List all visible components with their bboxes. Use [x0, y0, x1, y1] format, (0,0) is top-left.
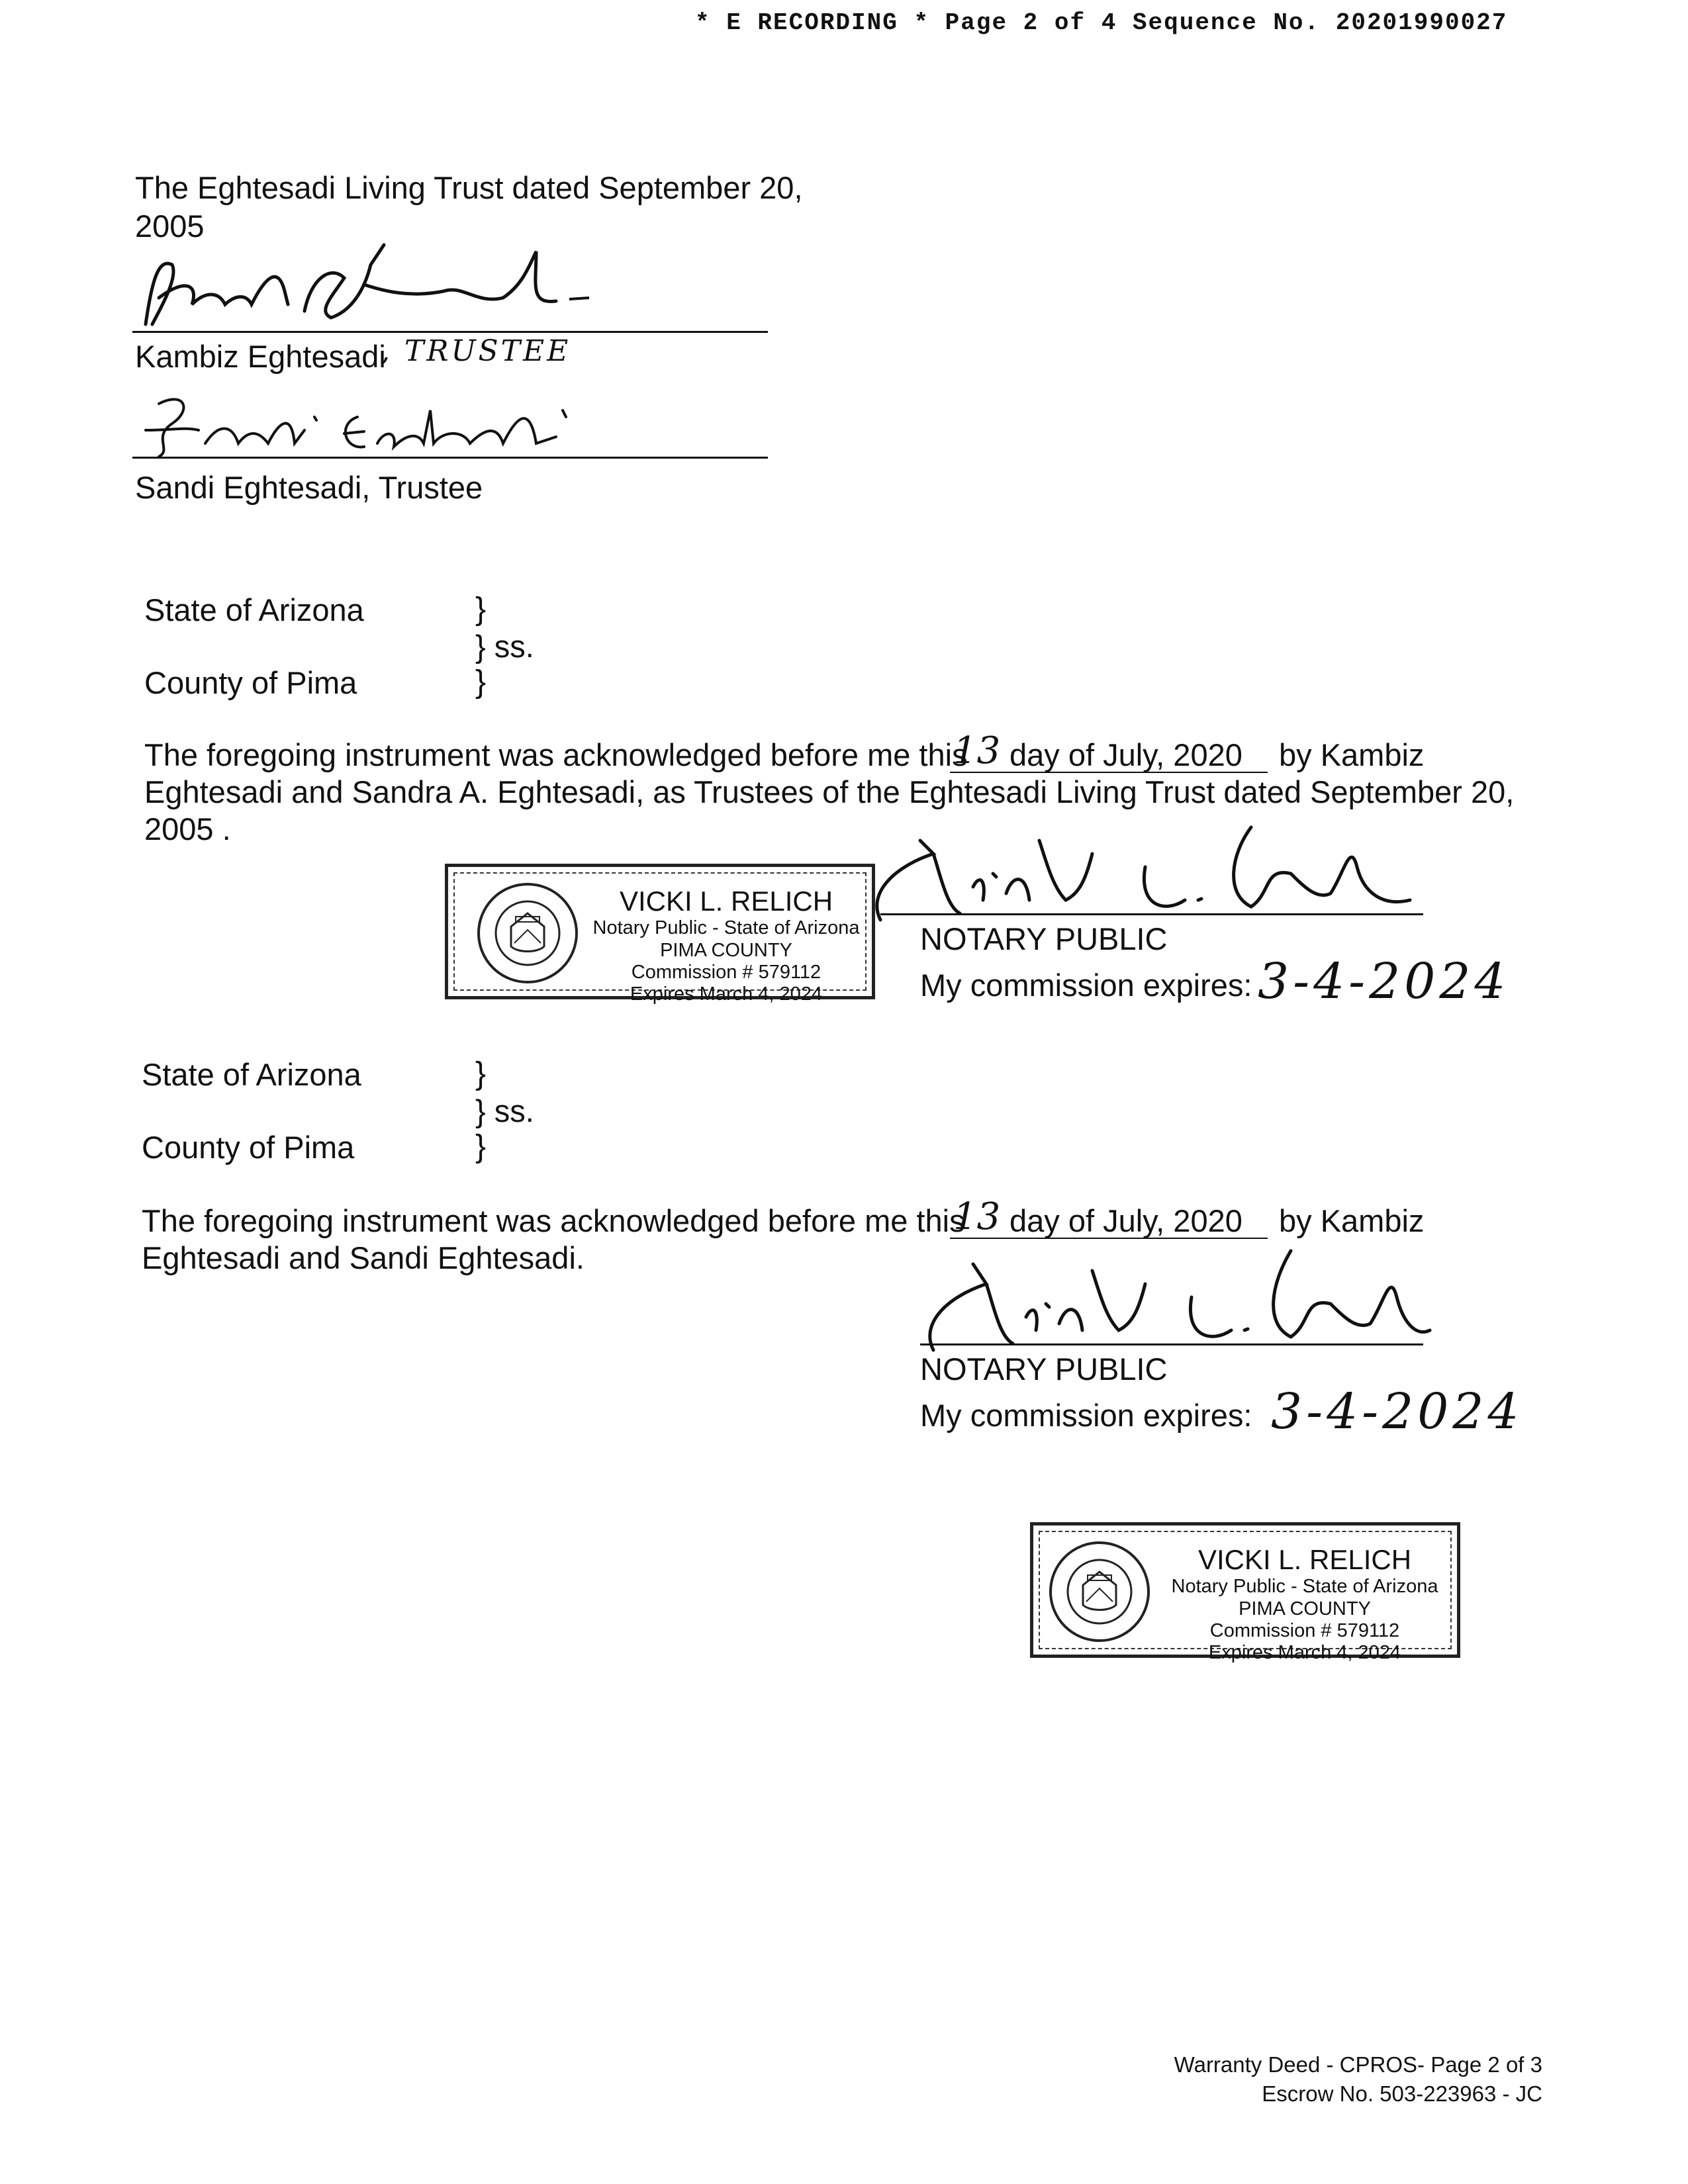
ack1-state: State of Arizona	[144, 592, 364, 627]
ack1-expiry: 3-4-2024	[1258, 953, 1510, 1010]
ack2-commission-label: My commission expires:	[920, 1398, 1252, 1433]
signature-line	[880, 913, 1423, 915]
state-seal-icon	[475, 880, 581, 986]
footer-doc-info: Warranty Deed - CPROS- Page 2 of 3	[1174, 2052, 1542, 2077]
ack1-line1-pre: The foregoing instrument was acknowledged before me this	[144, 737, 968, 772]
signature-line	[132, 331, 768, 333]
ack1-county: County of Pima	[144, 665, 357, 700]
signer1-name: Kambiz Eghtesadi	[135, 339, 386, 374]
sandi-signature	[132, 390, 609, 463]
ack1-line3: 2005 .	[144, 811, 231, 846]
notary-stamp	[1030, 1522, 1460, 1664]
ack1-ss: } ss.	[475, 629, 534, 664]
ack1-day: 13	[953, 729, 1001, 772]
stamp-commission: Commission # 579112	[1209, 1619, 1400, 1641]
recording-header: * E RECORDING * Page 2 of 4 Sequence No. 20201990027	[695, 9, 1508, 36]
ack2-expiry: 3-4-2024	[1271, 1383, 1523, 1440]
stamp-commission: Commission # 579112	[631, 961, 821, 983]
stamp-county: PIMA COUNTY	[1239, 1598, 1371, 1619]
ack1-date: day of July, 2020	[1009, 737, 1243, 772]
ack2-line2: Eghtesadi and Sandi Eghtesadi.	[142, 1240, 585, 1275]
trust-name-line1: The Eghtesadi Living Trust dated September 20,	[135, 170, 803, 205]
footer	[1174, 2050, 1542, 2109]
trust-name-line2: 2005	[135, 208, 205, 244]
stamp-notary-name: VICKI L. RELICH	[619, 886, 833, 917]
ack2-line1-post: by Kambiz	[1279, 1203, 1425, 1238]
ack2-brace-bottom: }	[475, 1129, 487, 1164]
notary-signature	[854, 814, 1423, 927]
ack2-day: 13	[953, 1195, 1001, 1238]
state-seal-icon	[1047, 1539, 1152, 1645]
signature-line	[132, 457, 768, 459]
ack2-state: State of Arizona	[142, 1057, 361, 1092]
kambiz-signature	[132, 238, 609, 338]
stamp-expiry: Expires March 4, 2024	[630, 983, 823, 1005]
stamp-notary-name: VICKI L. RELICH	[1197, 1544, 1412, 1575]
stamp-title: Notary Public - State of Arizona	[592, 917, 860, 939]
ack1-notary-label: NOTARY PUBLIC	[920, 921, 1168, 956]
stamp-county: PIMA COUNTY	[660, 939, 792, 961]
ack1-commission-label: My commission expires:	[920, 968, 1252, 1003]
ack1-line1-post: by Kambiz	[1279, 737, 1425, 772]
ack2-notary-label: NOTARY PUBLIC	[920, 1351, 1168, 1387]
notary-stamp	[445, 864, 875, 1005]
ack2-brace-top: }	[475, 1056, 487, 1091]
signer1-handwritten-title: , TRUSTEE	[381, 334, 571, 368]
ack2-ss: } ss.	[475, 1093, 534, 1128]
ack2-line1-pre: The foregoing instrument was acknowledged before me this	[142, 1203, 965, 1238]
ack1-brace-bottom: }	[475, 664, 487, 700]
ack2-date: day of July, 2020	[1009, 1203, 1243, 1238]
ack1-line2: Eghtesadi and Sandra A. Eghtesadi, as Trustees of the Eghtesadi Living Trust dated September 20,	[144, 774, 1515, 809]
notary-signature	[907, 1238, 1436, 1357]
ack2-county: County of Pima	[142, 1130, 355, 1165]
stamp-expiry: Expires March 4, 2024	[1208, 1642, 1401, 1664]
stamp-title: Notary Public - State of Arizona	[1171, 1576, 1438, 1598]
ack1-brace-top: }	[475, 592, 487, 627]
signer2-name: Sandi Eghtesadi, Trustee	[135, 470, 483, 505]
footer-escrow-number: Escrow No. 503-223963 - JC	[1262, 2081, 1542, 2106]
signature-line	[920, 1343, 1423, 1345]
